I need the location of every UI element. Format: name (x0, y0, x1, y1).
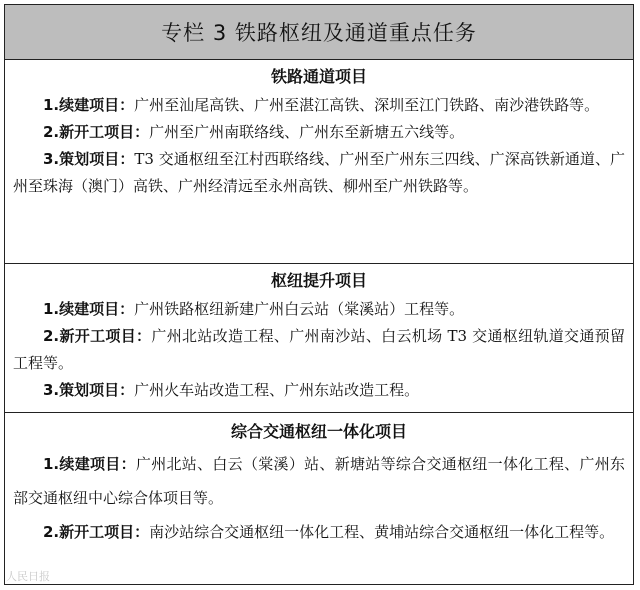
item-text: 广州至汕尾高铁、广州至湛江高铁、深圳至江门铁路、南沙港铁路等。 (134, 96, 600, 114)
item-label: 3.策划项目： (43, 381, 135, 399)
watermark: 人民日报 (6, 570, 50, 583)
list-item (13, 447, 625, 515)
list-item (13, 119, 625, 146)
section-hub-upgrade (5, 264, 633, 413)
section-integrated-hub (5, 413, 633, 553)
section-title: 综合交通枢纽一体化项目 (230, 422, 407, 441)
list-item (13, 146, 625, 200)
list-item (13, 92, 625, 119)
item-label: 1.续建项目： (43, 300, 135, 318)
item-label: 2.新开工项目： (43, 123, 150, 141)
list-item (13, 323, 625, 377)
task-table (4, 4, 634, 585)
list-item (13, 296, 625, 323)
list-item (13, 377, 625, 404)
item-text: 广州铁路枢纽新建广州白云站（棠溪站）工程等。 (134, 300, 465, 318)
item-text: 南沙站综合交通枢纽一体化工程、黄埔站综合交通枢纽一体化工程等。 (149, 523, 615, 541)
item-text: T3 交通枢纽至江村西联络线、广州至广州东三四线、广深高铁新通道、广州至珠海（澳门）高铁、广州经清远至永州高铁、柳州至广州铁路等。 (13, 150, 625, 195)
item-label: 2.新开工项目： (43, 523, 150, 541)
section-title: 枢纽提升项目 (270, 271, 367, 290)
item-text: 广州北站、白云（棠溪）站、新塘站等综合交通枢纽一体化工程、广州东部交通枢纽中心综合体项目等。 (13, 455, 625, 507)
item-label: 1.续建项目： (43, 96, 135, 114)
section-title: 铁路通道项目 (270, 67, 367, 86)
section-railway-corridor (5, 60, 633, 264)
list-item (13, 515, 625, 549)
table-title: 专栏 3 铁路枢纽及通道重点任务 (5, 5, 633, 60)
item-text: 广州火车站改造工程、广州东站改造工程。 (134, 381, 420, 399)
item-label: 3.策划项目： (43, 150, 135, 168)
item-label: 1.续建项目： (43, 455, 136, 473)
item-text: 广州至广州南联络线、广州东至新塘五六线等。 (149, 123, 465, 141)
item-label: 2.新开工项目： (43, 327, 152, 345)
item-text: 广州北站改造工程、广州南沙站、白云机场 T3 交通枢纽轨道交通预留工程等。 (13, 327, 626, 372)
